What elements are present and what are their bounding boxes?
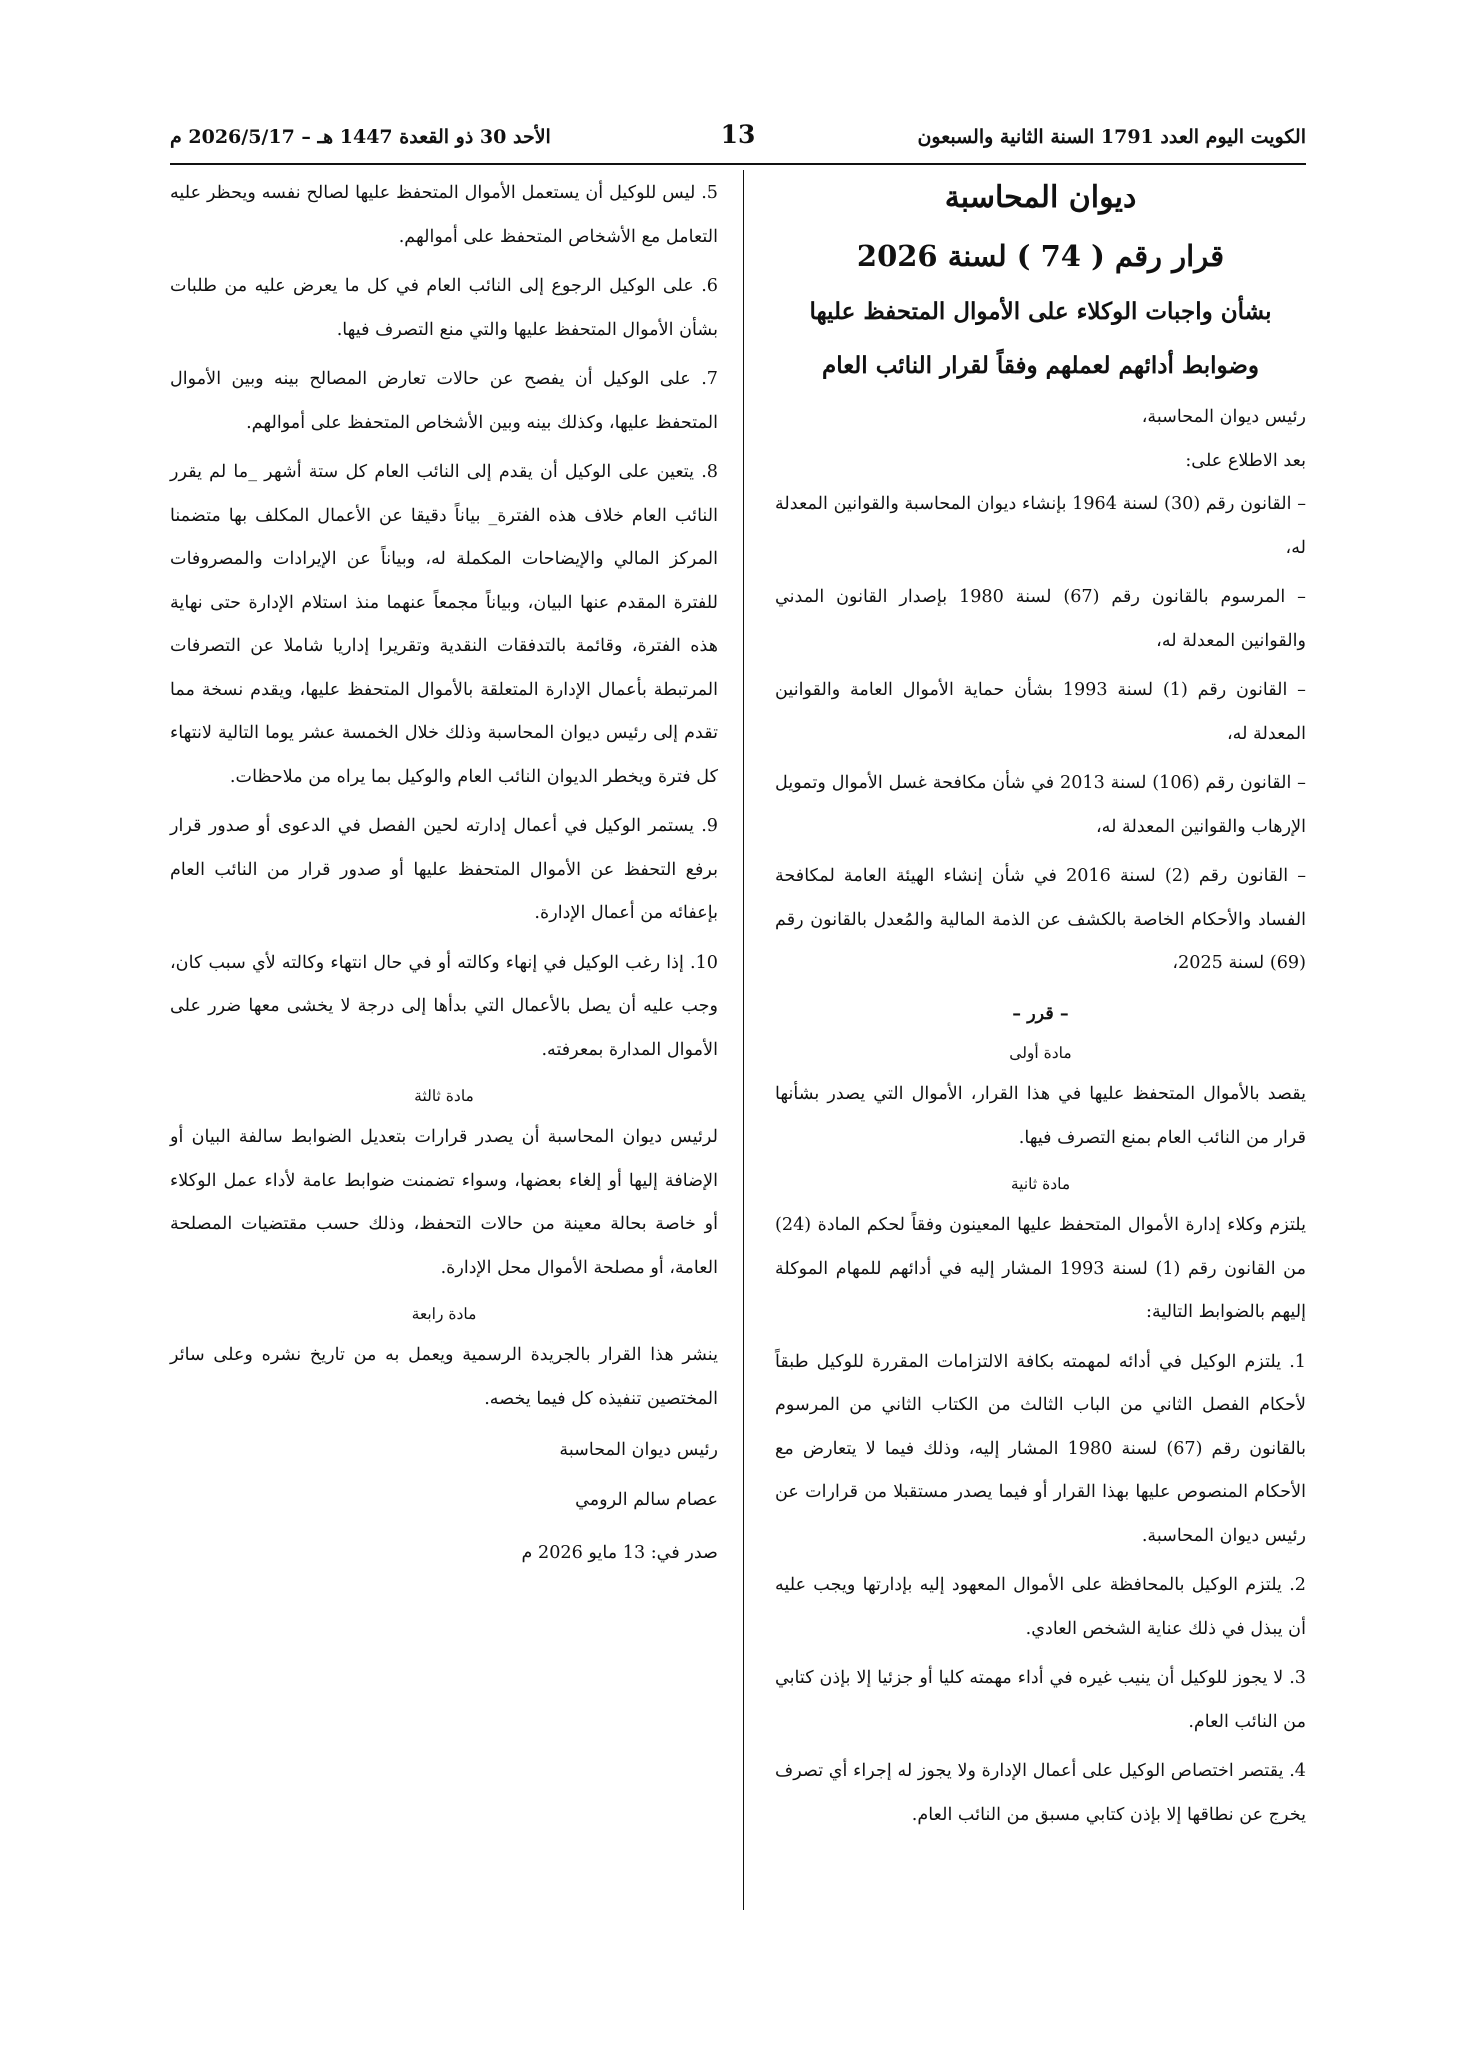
article-3-text: لرئيس ديوان المحاسبة أن يصدر قرارات بتعديل الضوابط سالفة البيان أو الإضافة إليها أو إلغاء بعضها، وسواء تضمنت ضوابط عامة لأداء عمل الوكلاء أو خاصة بحالة معينة من حالات التحفظ، وذلك حسب مقتضيات المصلحة العامة، أو مصلحة الأموال محل الإدارة. (170, 1127, 718, 1278)
left-column (170, 172, 718, 1576)
signature-title: رئيس ديوان المحاسبة (559, 1440, 718, 1460)
reference-5: – القانون رقم (2) لسنة 2016 في شأن إنشاء الهيئة العامة لمكافحة الفساد والأحكام الخاصة بالكشف عن الذمة المالية والمُعدل بالقانون رقم (69) لسنة 2025، (775, 866, 1306, 973)
article-2-title: مادة ثانية (1010, 1175, 1071, 1193)
decided-heading: – قرر – (1012, 1002, 1069, 1024)
rule-item-2: 2. يلتزم الوكيل بالمحافظة على الأموال المعهود إليه بإدارتها ويجب عليه أن يبذل في ذلك عناية الشخص العادي. (775, 1575, 1306, 1639)
header-date: الأحد 30 ذو القعدة 1447 هـ – 2026/5/17 م (170, 126, 551, 148)
issuer-line: رئيس ديوان المحاسبة، (1141, 407, 1306, 427)
header-divider (170, 163, 1306, 165)
article-4-title: مادة رابعة (411, 1305, 477, 1323)
signature-name: عصام سالم الرومي (575, 1489, 718, 1510)
issued-date: صدر في: 13 مايو 2026 م (521, 1543, 718, 1563)
rule-item-5: 5. ليس للوكيل أن يستعمل الأموال المتحفظ عليها لصالح نفسه ويحظر عليه التعامل مع الأشخاص المتحفظ على أموالهم. (170, 183, 718, 247)
rule-item-4: 4. يقتصر اختصاص الوكيل على أعمال الإدارة ولا يجوز له إجراء أي تصرف يخرج عن نطاقها إلا بإذن كتابي مسبق من النائب العام. (775, 1761, 1306, 1825)
rule-item-3: 3. لا يجوز للوكيل أن ينيب غيره في أداء مهمته كليا أو جزئيا إلا بإذن كتابي من النائب العام. (775, 1668, 1306, 1732)
rule-item-1: 1. يلتزم الوكيل في أدائه لمهمته بكافة الالتزامات المقررة للوكيل طبقاً لأحكام الفصل الثاني من الباب الثالث من الكتاب الثاني من المرسوم بالقانون رقم (67) لسنة 1980 المشار إليه، وذلك فيما لا يتعارض مع الأحكام المنصوص عليها بهذا القرار أو فيما يصدر مستقبلا من قرارات عن رئيس ديوان المحاسبة. (775, 1351, 1306, 1546)
reference-3: – القانون رقم (1) لسنة 1993 بشأن حماية الأموال العامة والقوانين المعدلة له، (775, 680, 1306, 744)
reference-2: – المرسوم بالقانون رقم (67) لسنة 1980 بإصدار القانون المدني والقوانين المعدلة له، (775, 587, 1306, 651)
page-number: 13 (720, 120, 756, 149)
article-3-title: مادة ثالثة (414, 1087, 474, 1105)
reference-1: – القانون رقم (30) لسنة 1964 بإنشاء ديوان المحاسبة والقوانين المعدلة له، (775, 494, 1306, 558)
article-1-text: يقصد بالأموال المتحفظ عليها في هذا القرار، الأموال التي يصدر بشأنها قرار من النائب العام بمنع التصرف فيها. (775, 1084, 1306, 1148)
rule-item-10: 10. إذا رغب الوكيل في إنهاء وكالته أو في حال انتهاء وكالته لأي سبب كان، وجب عليه أن يصل بالأعمال التي بدأها إلى درجة لا يخشى معها ضرر على الأموال المدارة بمعرفته. (170, 952, 718, 1060)
decision-subject-line-2: وضوابط أدائهم لعملهم وفقاً لقرار النائب العام (821, 352, 1260, 379)
page-header (170, 118, 1306, 158)
rule-item-7: 7. على الوكيل أن يفصح عن حالات تعارض المصالح بينه وبين الأموال المتحفظ عليها، وكذلك بينه وبين الأشخاص المتحفظ على أموالهم. (170, 369, 718, 433)
article-1-title: مادة أولى (1009, 1044, 1072, 1062)
authority-title: ديوان المحاسبة (944, 180, 1137, 215)
column-divider (743, 170, 744, 1910)
right-column (775, 172, 1306, 1843)
article-2-text: يلتزم وكلاء إدارة الأموال المتحفظ عليها المعينون وفقاً لحكم المادة (24) من القانون رقم (1) لسنة 1993 المشار إليه في أدائهم للمهام الموكلة إليهم بالضوابط التالية: (775, 1215, 1306, 1322)
reference-4: – القانون رقم (106) لسنة 2013 في شأن مكافحة غسل الأموال وتمويل الإرهاب والقوانين المعدلة له، (775, 773, 1306, 837)
decision-number: قرار رقم ( 74 ) لسنة 2026 (856, 239, 1225, 273)
decision-subject-line-1: بشأن واجبات الوكلاء على الأموال المتحفظ عليها (809, 298, 1272, 325)
rule-item-8: 8. يتعين على الوكيل أن يقدم إلى النائب العام كل ستة أشهر _ما لم يقرر النائب العام خلاف هذه الفترة_ بياناً دقيقا عن الأعمال المكلف بها متضمنا المركز المالي والإيضاحات المكملة له، وبياناً عن الإيرادات والمصروفات للفترة المقدم عنها البيان، وبياناً مجمعاً عنهما منذ استلام الإدارة حتى نهاية هذه الفترة، وقائمة بالتدفقات النقدية وتقريرا إداريا شاملا عن التصرفات المرتبطة بأعمال الإدارة المتعلقة بالأموال المتحفظ عليها، ويقدم نسخة مما تقدم إلى رئيس ديوان المحاسبة وذلك خلال الخمسة عشر يوما التالية لانتهاء كل فترة ويخطر الديوان النائب العام والوكيل بما يراه من ملاحظات. (170, 462, 718, 787)
rule-item-9: 9. يستمر الوكيل في أعمال إدارته لحين الفصل في الدعوى أو صدور قرار برفع التحفظ عن الأموال المتحفظ عليها أو صدور قرار من النائب العام بإعفائه من أعمال الإدارة. (170, 816, 718, 923)
after-review-line: بعد الاطلاع على: (1185, 450, 1306, 471)
header-issue-info: الكويت اليوم العدد 1791 السنة الثانية والسبعون (917, 126, 1306, 148)
rule-item-6: 6. على الوكيل الرجوع إلى النائب العام في كل ما يعرض عليه من طلبات بشأن الأموال المتحفظ عليها والتي منع التصرف فيها. (170, 276, 718, 340)
article-4-text: ينشر هذا القرار بالجريدة الرسمية ويعمل به من تاريخ نشره وعلى سائر المختصين تنفيذه كل فيما يخصه. (170, 1345, 718, 1409)
